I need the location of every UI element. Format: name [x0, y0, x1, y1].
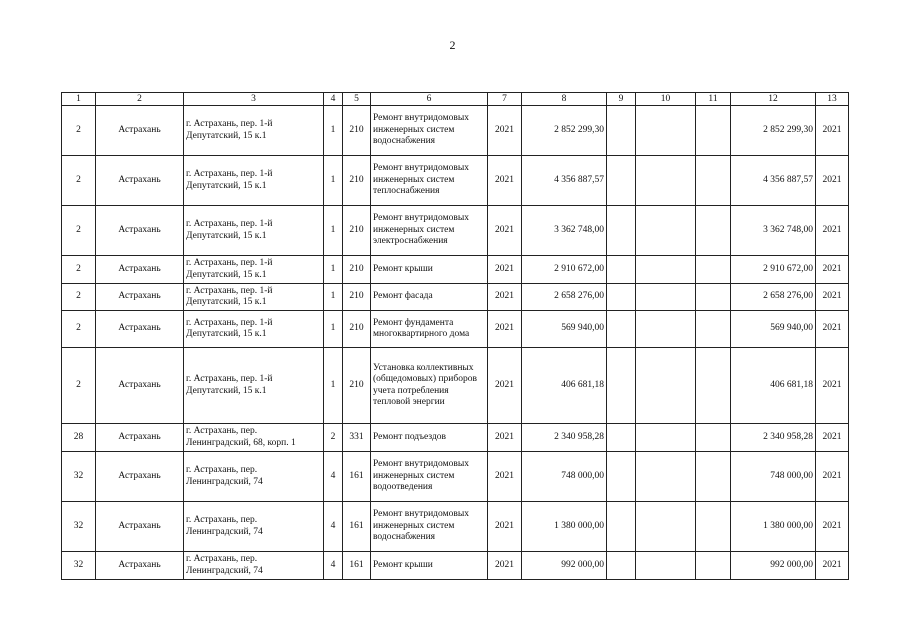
col4-cell: 4	[324, 452, 343, 502]
col11-cell	[696, 206, 731, 256]
col9-cell	[607, 348, 636, 424]
col10-cell	[636, 311, 696, 348]
col11-cell	[696, 552, 731, 580]
end-year-cell: 2021	[816, 311, 849, 348]
col5-cell: 161	[343, 502, 371, 552]
row-index-cell: 2	[62, 206, 96, 256]
col11-cell	[696, 452, 731, 502]
col4-cell: 1	[324, 284, 343, 311]
end-year-cell: 2021	[816, 424, 849, 452]
year-cell: 2021	[488, 106, 522, 156]
work-type-cell: Ремонт внутридомовых инженерных систем электроснабжения	[371, 206, 488, 256]
work-type-cell: Ремонт крыши	[371, 552, 488, 580]
col4-cell: 1	[324, 206, 343, 256]
address-cell: г. Астрахань, пер. 1-й Депутатский, 15 к.1	[184, 106, 324, 156]
col10-cell	[636, 156, 696, 206]
table-row	[62, 156, 849, 206]
col10-cell	[636, 348, 696, 424]
total-cell: 406 681,18	[731, 348, 816, 424]
column-number: 12	[731, 93, 816, 106]
col11-cell	[696, 424, 731, 452]
amount-cell: 992 000,00	[522, 552, 607, 580]
col11-cell	[696, 256, 731, 284]
col5-cell: 161	[343, 552, 371, 580]
col10-cell	[636, 452, 696, 502]
column-number: 1	[62, 93, 96, 106]
table-row	[62, 552, 849, 580]
col4-cell: 1	[324, 106, 343, 156]
row-index-cell: 32	[62, 502, 96, 552]
col10-cell	[636, 552, 696, 580]
column-number: 9	[607, 93, 636, 106]
row-index-cell: 2	[62, 106, 96, 156]
col10-cell	[636, 256, 696, 284]
column-number: 13	[816, 93, 849, 106]
table-row	[62, 502, 849, 552]
col11-cell	[696, 502, 731, 552]
year-cell: 2021	[488, 424, 522, 452]
amount-cell: 2 910 672,00	[522, 256, 607, 284]
city-cell: Астрахань	[96, 452, 184, 502]
work-type-cell: Ремонт внутридомовых инженерных систем водоотведения	[371, 452, 488, 502]
city-cell: Астрахань	[96, 502, 184, 552]
col5-cell: 210	[343, 311, 371, 348]
address-cell: г. Астрахань, пер. 1-й Депутатский, 15 к.1	[184, 156, 324, 206]
amount-cell: 2 852 299,30	[522, 106, 607, 156]
address-cell: г. Астрахань, пер. 1-й Депутатский, 15 к.1	[184, 256, 324, 284]
row-index-cell: 2	[62, 156, 96, 206]
amount-cell: 2 340 958,28	[522, 424, 607, 452]
year-cell: 2021	[488, 256, 522, 284]
city-cell: Астрахань	[96, 348, 184, 424]
total-cell: 2 910 672,00	[731, 256, 816, 284]
address-cell: г. Астрахань, пер. Ленинградский, 74	[184, 552, 324, 580]
column-number: 8	[522, 93, 607, 106]
city-cell: Астрахань	[96, 424, 184, 452]
row-index-cell: 2	[62, 311, 96, 348]
column-number: 6	[371, 93, 488, 106]
col9-cell	[607, 502, 636, 552]
page-number: 2	[449, 38, 456, 52]
city-cell: Астрахань	[96, 206, 184, 256]
col5-cell: 210	[343, 348, 371, 424]
table-row	[62, 311, 849, 348]
work-type-cell: Ремонт крыши	[371, 256, 488, 284]
column-number: 7	[488, 93, 522, 106]
col4-cell: 2	[324, 424, 343, 452]
col9-cell	[607, 206, 636, 256]
col10-cell	[636, 284, 696, 311]
col9-cell	[607, 452, 636, 502]
end-year-cell: 2021	[816, 256, 849, 284]
amount-cell: 748 000,00	[522, 452, 607, 502]
amount-cell: 4 356 887,57	[522, 156, 607, 206]
col5-cell: 331	[343, 424, 371, 452]
address-cell: г. Астрахань, пер. 1-й Депутатский, 15 к.1	[184, 206, 324, 256]
end-year-cell: 2021	[816, 106, 849, 156]
column-number: 2	[96, 93, 184, 106]
col5-cell: 210	[343, 106, 371, 156]
address-cell: г. Астрахань, пер. Ленинградский, 74	[184, 452, 324, 502]
city-cell: Астрахань	[96, 106, 184, 156]
table-row	[62, 284, 849, 311]
col9-cell	[607, 424, 636, 452]
city-cell: Астрахань	[96, 311, 184, 348]
table-row	[62, 206, 849, 256]
col5-cell: 161	[343, 452, 371, 502]
end-year-cell: 2021	[816, 502, 849, 552]
col11-cell	[696, 106, 731, 156]
address-cell: г. Астрахань, пер. 1-й Депутатский, 15 к.1	[184, 311, 324, 348]
year-cell: 2021	[488, 311, 522, 348]
column-number: 5	[343, 93, 371, 106]
table-row	[62, 106, 849, 156]
table-row	[62, 256, 849, 284]
end-year-cell: 2021	[816, 284, 849, 311]
work-type-cell: Ремонт внутридомовых инженерных систем теплоснабжения	[371, 156, 488, 206]
col9-cell	[607, 311, 636, 348]
year-cell: 2021	[488, 156, 522, 206]
address-cell: г. Астрахань, пер. 1-й Депутатский, 15 к.1	[184, 348, 324, 424]
col4-cell: 1	[324, 256, 343, 284]
repair-plan-table	[61, 92, 849, 580]
col5-cell: 210	[343, 206, 371, 256]
col9-cell	[607, 552, 636, 580]
work-type-cell: Ремонт фундамента многоквартирного дома	[371, 311, 488, 348]
column-number-row	[62, 93, 849, 106]
col11-cell	[696, 156, 731, 206]
total-cell: 2 852 299,30	[731, 106, 816, 156]
row-index-cell: 28	[62, 424, 96, 452]
col5-cell: 210	[343, 256, 371, 284]
row-index-cell: 2	[62, 284, 96, 311]
year-cell: 2021	[488, 452, 522, 502]
col10-cell	[636, 424, 696, 452]
year-cell: 2021	[488, 348, 522, 424]
amount-cell: 2 658 276,00	[522, 284, 607, 311]
total-cell: 3 362 748,00	[731, 206, 816, 256]
end-year-cell: 2021	[816, 348, 849, 424]
col4-cell: 4	[324, 552, 343, 580]
total-cell: 2 658 276,00	[731, 284, 816, 311]
amount-cell: 3 362 748,00	[522, 206, 607, 256]
work-type-cell: Ремонт подъездов	[371, 424, 488, 452]
column-number: 11	[696, 93, 731, 106]
year-cell: 2021	[488, 552, 522, 580]
amount-cell: 406 681,18	[522, 348, 607, 424]
work-type-cell: Ремонт фасада	[371, 284, 488, 311]
work-type-cell: Ремонт внутридомовых инженерных систем водоснабжения	[371, 502, 488, 552]
total-cell: 992 000,00	[731, 552, 816, 580]
city-cell: Астрахань	[96, 284, 184, 311]
col5-cell: 210	[343, 284, 371, 311]
work-type-cell: Ремонт внутридомовых инженерных систем водоснабжения	[371, 106, 488, 156]
total-cell: 569 940,00	[731, 311, 816, 348]
total-cell: 1 380 000,00	[731, 502, 816, 552]
table-row	[62, 424, 849, 452]
col4-cell: 1	[324, 311, 343, 348]
end-year-cell: 2021	[816, 552, 849, 580]
row-index-cell: 2	[62, 348, 96, 424]
address-cell: г. Астрахань, пер. 1-й Депутатский, 15 к.1	[184, 284, 324, 311]
col4-cell: 1	[324, 156, 343, 206]
address-cell: г. Астрахань, пер. Ленинградский, 74	[184, 502, 324, 552]
total-cell: 748 000,00	[731, 452, 816, 502]
col10-cell	[636, 106, 696, 156]
col9-cell	[607, 106, 636, 156]
end-year-cell: 2021	[816, 452, 849, 502]
address-cell: г. Астрахань, пер. Ленинградский, 68, корп. 1	[184, 424, 324, 452]
column-number: 4	[324, 93, 343, 106]
col11-cell	[696, 348, 731, 424]
col10-cell	[636, 502, 696, 552]
column-number: 3	[184, 93, 324, 106]
column-number: 10	[636, 93, 696, 106]
col4-cell: 4	[324, 502, 343, 552]
amount-cell: 569 940,00	[522, 311, 607, 348]
year-cell: 2021	[488, 206, 522, 256]
col11-cell	[696, 311, 731, 348]
col11-cell	[696, 284, 731, 311]
end-year-cell: 2021	[816, 156, 849, 206]
year-cell: 2021	[488, 284, 522, 311]
col9-cell	[607, 156, 636, 206]
row-index-cell: 2	[62, 256, 96, 284]
year-cell: 2021	[488, 502, 522, 552]
total-cell: 2 340 958,28	[731, 424, 816, 452]
city-cell: Астрахань	[96, 156, 184, 206]
work-type-cell: Установка коллективных (общедомовых) приборов учета потребления тепловой энергии	[371, 348, 488, 424]
col9-cell	[607, 256, 636, 284]
col4-cell: 1	[324, 348, 343, 424]
row-index-cell: 32	[62, 552, 96, 580]
city-cell: Астрахань	[96, 552, 184, 580]
col9-cell	[607, 284, 636, 311]
total-cell: 4 356 887,57	[731, 156, 816, 206]
end-year-cell: 2021	[816, 206, 849, 256]
city-cell: Астрахань	[96, 256, 184, 284]
col10-cell	[636, 206, 696, 256]
table-row	[62, 452, 849, 502]
amount-cell: 1 380 000,00	[522, 502, 607, 552]
row-index-cell: 32	[62, 452, 96, 502]
col5-cell: 210	[343, 156, 371, 206]
table-row	[62, 348, 849, 424]
